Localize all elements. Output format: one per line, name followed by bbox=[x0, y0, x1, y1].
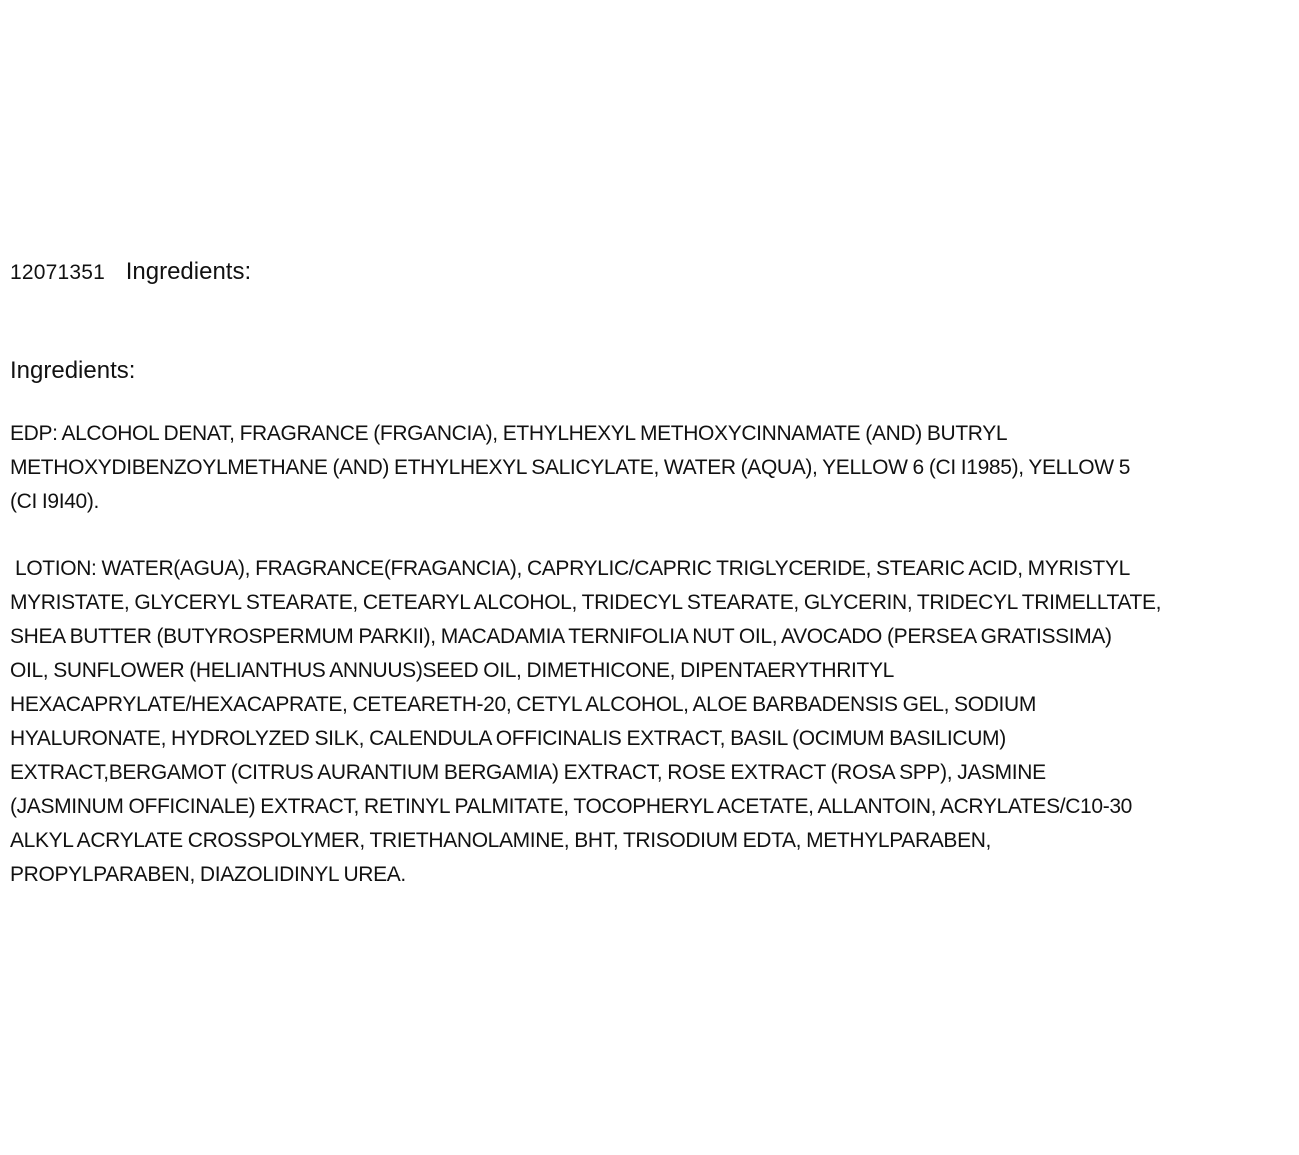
lotion-line: HEXACAPRYLATE/HEXACAPRATE, CETEARETH-20, CETYL ALCOHOL, ALOE BARBADENSIS GEL, SODIUM bbox=[10, 693, 1036, 716]
lotion-line: LOTION: WATER(AGUA), FRAGRANCE(FRAGANCIA), CAPRYLIC/CAPRIC TRIGLYCERIDE, STEARIC ACID, MYRISTYL bbox=[10, 557, 1130, 580]
lotion-ingredients-block bbox=[10, 552, 1294, 892]
header-line bbox=[10, 256, 251, 289]
lotion-line: (JASMINUM OFFICINALE) EXTRACT, RETINYL PALMITATE, TOCOPHERYL ACETATE, ALLANTOIN, ACRYLATES/C10-30 bbox=[10, 795, 1132, 818]
edp-line: (CI I9I40). bbox=[10, 490, 100, 513]
edp-ingredients-block bbox=[10, 417, 1294, 519]
edp-line: METHOXYDIBENZOYLMETHANE (AND) ETHYLHEXYL SALICYLATE, WATER (AQUA), YELLOW 6 (CI I1985), YELLOW 5 bbox=[10, 456, 1131, 479]
lotion-line: OIL, SUNFLOWER (HELIANTHUS ANNUUS)SEED OIL, DIMETHICONE, DIPENTAERYTHRITYL bbox=[10, 659, 894, 682]
item-number: 12071351 bbox=[10, 261, 106, 284]
ingredients-heading: Ingredients: bbox=[10, 357, 136, 384]
lotion-line: EXTRACT,BERGAMOT (CITRUS AURANTIUM BERGAMIA) EXTRACT, ROSE EXTRACT (ROSA SPP), JASMINE bbox=[10, 761, 1046, 784]
header-label: Ingredients: bbox=[125, 258, 252, 285]
lotion-line: SHEA BUTTER (BUTYROSPERMUM PARKII), MACADAMIA TERNIFOLIA NUT OIL, AVOCADO (PERSEA GRATISSIMA) bbox=[10, 625, 1112, 648]
lotion-line: ALKYL ACRYLATE CROSSPOLYMER, TRIETHANOLAMINE, BHT, TRISODIUM EDTA, METHYLPARABEN, bbox=[10, 829, 992, 852]
lotion-line: MYRISTATE, GLYCERYL STEARATE, CETEARYL ALCOHOL, TRIDECYL STEARATE, GLYCERIN, TRIDECYL TRIMELLTATE, bbox=[10, 591, 1162, 614]
edp-line: EDP: ALCOHOL DENAT, FRAGRANCE (FRGANCIA), ETHYLHEXYL METHOXYCINNAMATE (AND) BUTRYL bbox=[10, 422, 1008, 445]
lotion-line: HYALURONATE, HYDROLYZED SILK, CALENDULA OFFICINALIS EXTRACT, BASIL (OCIMUM BASILICUM) bbox=[10, 727, 1006, 750]
lotion-line: PROPYLPARABEN, DIAZOLIDINYL UREA. bbox=[10, 863, 406, 886]
